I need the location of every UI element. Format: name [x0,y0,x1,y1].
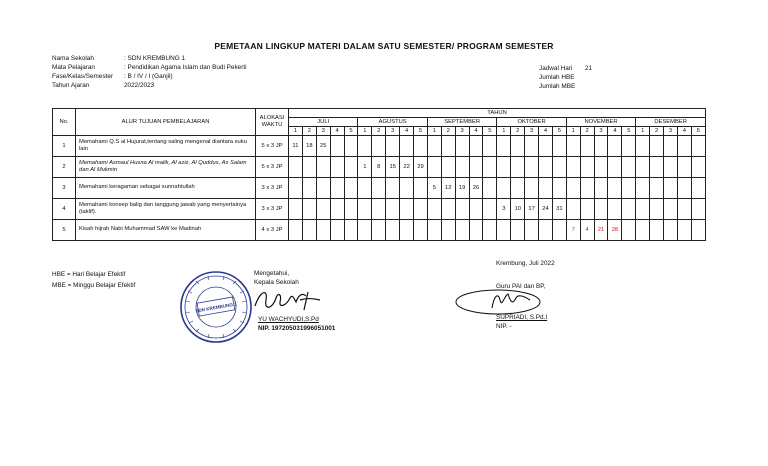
schedule-cell: 17 [525,199,539,220]
schedule-cell [677,220,691,241]
stamp-text: SDN KREMBUNG 1 [195,301,238,314]
schedule-cell [400,199,414,220]
week-header: 2 [372,127,386,136]
schedule-cell [552,136,566,157]
week-header: 5 [691,127,705,136]
info-row: Fase/Kelas/Semester : B / IV / I (Ganjil) [52,73,173,80]
week-header: 5 [622,127,636,136]
table-row [53,136,706,157]
schedule-cell [441,220,455,241]
signature-left [254,269,299,287]
schedule-cell [580,157,594,178]
week-header: 1 [566,127,580,136]
week-header: 4 [539,127,553,136]
schedule-cell [330,220,344,241]
schedule-cell: 15 [386,157,400,178]
signature-right-identity [496,313,547,331]
headmaster-name: YU WACHYUDI,S.Pd [258,316,319,323]
month-header: NOVEMBER [566,118,635,127]
time-allocation: 5 x 3 JP [256,136,289,157]
schedule-cell: 21 [594,220,608,241]
schedule-cell: 22 [400,157,414,178]
schedule-cell [636,199,650,220]
schedule-cell [344,199,358,220]
sig-left-line2: Kepala Sekolah [254,279,299,286]
schedule-cell [636,220,650,241]
schedule-cell [636,178,650,199]
schedule-cell [566,157,580,178]
schedule-cell [539,220,553,241]
schedule-cell: 29 [414,157,428,178]
schedule-cell [414,178,428,199]
schedule-cell [372,199,386,220]
week-header: 4 [400,127,414,136]
headmaster-nip: NIP. 197205031996051001 [258,325,336,332]
month-header: SEPTEMBER [427,118,496,127]
schedule-cell [511,178,525,199]
schedule-cell [469,199,483,220]
schedule-cell [525,220,539,241]
semester-table [52,108,706,241]
schedule-cell [622,220,636,241]
schedule-cell [344,157,358,178]
schedule-info [539,64,592,91]
schedule-cell [664,199,678,220]
schedule-cell [483,199,497,220]
week-header: 2 [580,127,594,136]
schedule-cell [358,136,372,157]
time-allocation: 3 x 3 JP [256,199,289,220]
schedule-cell [289,199,303,220]
schedule-cell [566,178,580,199]
schedule-cell [525,136,539,157]
schedule-cell [650,178,664,199]
info-row: Jumlah HBE [539,74,575,81]
schedule-cell: 19 [455,178,469,199]
schedule-cell: 26 [469,178,483,199]
table-row [53,178,706,199]
month-header: OKTOBER [497,118,566,127]
row-number: 5 [53,220,76,241]
schedule-cell [691,136,705,157]
week-header: 2 [650,127,664,136]
schedule-cell [330,157,344,178]
schedule-cell [316,220,330,241]
schedule-cell [677,178,691,199]
schedule-cell [441,199,455,220]
week-header: 1 [497,127,511,136]
schedule-cell [664,136,678,157]
headmaster-signature-mark [250,286,330,316]
time-allocation: 3 x 3 JP [256,178,289,199]
week-header: 2 [441,127,455,136]
schedule-cell [316,199,330,220]
schedule-cell [483,136,497,157]
week-header: 5 [344,127,358,136]
row-number: 2 [53,157,76,178]
schedule-cell [608,199,622,220]
schedule-cell [664,157,678,178]
week-header: 1 [636,127,650,136]
learning-objective: Memahami keragaman sebagai sunnahtullah [76,178,256,199]
schedule-cell [539,178,553,199]
row-number: 1 [53,136,76,157]
schedule-cell [289,178,303,199]
schedule-cell [400,178,414,199]
signature-left-identity [258,315,335,333]
schedule-cell [552,157,566,178]
schedule-cell [539,136,553,157]
schedule-cell [664,178,678,199]
schedule-cell [469,157,483,178]
schedule-cell [497,157,511,178]
week-header: 4 [469,127,483,136]
month-header: AGUSTUS [358,118,427,127]
teacher-nip: NIP. - [496,323,512,330]
schedule-cell [650,136,664,157]
schedule-cell [691,178,705,199]
legend-hbe: HBE = Hari Belajar Efektif [52,271,126,278]
week-header: 5 [483,127,497,136]
schedule-cell: 12 [441,178,455,199]
schedule-cell: 1 [358,157,372,178]
schedule-cell [622,157,636,178]
schedule-cell [414,220,428,241]
time-allocation: 5 x 3 JP [256,157,289,178]
schedule-cell [622,199,636,220]
schedule-cell [525,178,539,199]
schedule-cell [483,178,497,199]
schedule-cell [539,157,553,178]
schedule-cell [497,178,511,199]
schedule-cell [511,157,525,178]
schedule-cell [594,157,608,178]
schedule-cell [386,136,400,157]
learning-objective: Memahami konsep balig dan tanggung jawab yang menyertainya (taklif). [76,199,256,220]
schedule-cell: 28 [608,220,622,241]
schedule-cell [580,136,594,157]
schedule-cell [622,136,636,157]
legend [52,269,135,291]
schedule-cell [302,199,316,220]
info-row: Jumlah MBE [539,83,576,90]
week-header: 4 [677,127,691,136]
schedule-cell [441,136,455,157]
legend-mbe: MBE = Minggu Belajar Efektif [52,282,136,289]
schedule-cell [316,157,330,178]
schedule-cell [636,136,650,157]
schedule-cell [400,136,414,157]
schedule-cell: 18 [302,136,316,157]
schedule-cell [483,157,497,178]
schedule-cell [497,220,511,241]
schedule-cell [372,178,386,199]
schedule-cell [455,157,469,178]
schedule-cell [302,178,316,199]
schedule-cell [691,199,705,220]
teacher-name: SUPRIADI, S.Pd.I [496,314,548,321]
week-header: 3 [664,127,678,136]
week-header: 2 [511,127,525,136]
header-alokasi: ALOKASI WAKTU [256,109,289,136]
schedule-cell [677,199,691,220]
schedule-cell [289,220,303,241]
header-tahun: TAHUN [289,109,706,118]
info-row: Mata Pelajaran : Pendidikan Agama Islam dan Budi Pekerti [52,64,247,71]
sig-left-line1: Mengetahui, [254,270,290,277]
schedule-cell [650,220,664,241]
schedule-cell [372,136,386,157]
schedule-cell: 4 [580,220,594,241]
schedule-cell: 8 [372,157,386,178]
info-row: Tahun Ajaran 2022/2023 [52,82,155,89]
time-allocation: 4 x 3 JP [256,220,289,241]
schedule-cell: 25 [316,136,330,157]
week-header: 2 [302,127,316,136]
schedule-cell [316,178,330,199]
schedule-cell [594,199,608,220]
schedule-cell [455,199,469,220]
table-row [53,220,706,241]
week-header: 3 [455,127,469,136]
month-header: JULI [289,118,358,127]
week-header: 5 [552,127,566,136]
schedule-cell [580,178,594,199]
schedule-cell [344,178,358,199]
schedule-cell [469,136,483,157]
schedule-cell [358,178,372,199]
row-number: 3 [53,178,76,199]
schedule-cell [525,157,539,178]
schedule-cell [691,220,705,241]
schedule-cell [344,220,358,241]
schedule-cell [469,220,483,241]
schedule-cell [594,178,608,199]
schedule-cell [594,136,608,157]
week-header: 3 [594,127,608,136]
schedule-cell [636,157,650,178]
schedule-cell [622,178,636,199]
schedule-cell [427,199,441,220]
schedule-cell [386,220,400,241]
schedule-cell [677,157,691,178]
schedule-cell [427,136,441,157]
schedule-cell [289,157,303,178]
schedule-cell [386,199,400,220]
schedule-cell [677,136,691,157]
schedule-cell [330,178,344,199]
schedule-cell [414,199,428,220]
week-header: 4 [330,127,344,136]
schedule-cell [483,220,497,241]
sig-right-role: Guru PAI dan BP, [496,283,546,290]
row-number: 4 [53,199,76,220]
schedule-cell [302,157,316,178]
page-title: PEMETAAN LINGKUP MATERI DALAM SATU SEMESTER/ PROGRAM SEMESTER [214,41,554,51]
schedule-cell [344,136,358,157]
sig-date: Krembung, Juli 2022 [496,260,555,267]
schedule-cell [427,157,441,178]
table-row [53,157,706,178]
week-header: 3 [386,127,400,136]
schedule-cell [330,136,344,157]
month-header: DESEMBER [636,118,706,127]
schedule-cell [566,136,580,157]
schedule-cell [608,157,622,178]
week-header: 4 [608,127,622,136]
schedule-cell [552,220,566,241]
table-body [53,136,706,241]
schedule-cell [330,199,344,220]
schedule-cell [400,220,414,241]
table-row [53,199,706,220]
learning-objective: Kisah hijrah Nabi Muhammad SAW ke Madinah [76,220,256,241]
week-header: 3 [316,127,330,136]
schedule-cell: 7 [566,220,580,241]
schedule-cell [427,220,441,241]
schedule-cell [386,178,400,199]
schedule-cell [511,136,525,157]
schedule-cell: 3 [497,199,511,220]
schedule-cell: 10 [511,199,525,220]
schedule-cell [441,157,455,178]
schedule-cell [358,220,372,241]
schedule-cell: 24 [539,199,553,220]
schedule-cell [497,136,511,157]
schedule-cell [372,220,386,241]
week-header: 1 [358,127,372,136]
schedule-cell: 11 [289,136,303,157]
learning-objective: Memahami Q.S al Hujurat,tentang saling mengenal diantara suku lain [76,136,256,157]
header-tp: ALUR TUJUAN PEMBELAJARAN [76,109,256,136]
info-row: Nama Sekolah : SDN KREMBUNG 1 [52,55,186,62]
schedule-cell [414,136,428,157]
week-header: 1 [427,127,441,136]
school-info [52,54,247,90]
schedule-cell [608,178,622,199]
schedule-cell [691,157,705,178]
schedule-cell [455,220,469,241]
schedule-cell [650,157,664,178]
schedule-cell [302,220,316,241]
schedule-cell [566,199,580,220]
week-header: 1 [289,127,303,136]
schedule-cell [650,199,664,220]
info-row: Jadwal Hari 21 [539,65,593,72]
schedule-cell [455,136,469,157]
schedule-cell [664,220,678,241]
schedule-cell [552,178,566,199]
schedule-cell [608,136,622,157]
schedule-cell [511,220,525,241]
header-no: No. [53,109,76,136]
schedule-cell: 31 [552,199,566,220]
week-header: 5 [414,127,428,136]
school-stamp [178,269,254,345]
schedule-cell [580,199,594,220]
week-header: 3 [525,127,539,136]
learning-objective: Memahami Asmaul Husna Al malik, Al aziz, Al Quddus, As Salam dan Al Mukmin [76,157,256,178]
schedule-cell: 5 [427,178,441,199]
schedule-cell [358,199,372,220]
